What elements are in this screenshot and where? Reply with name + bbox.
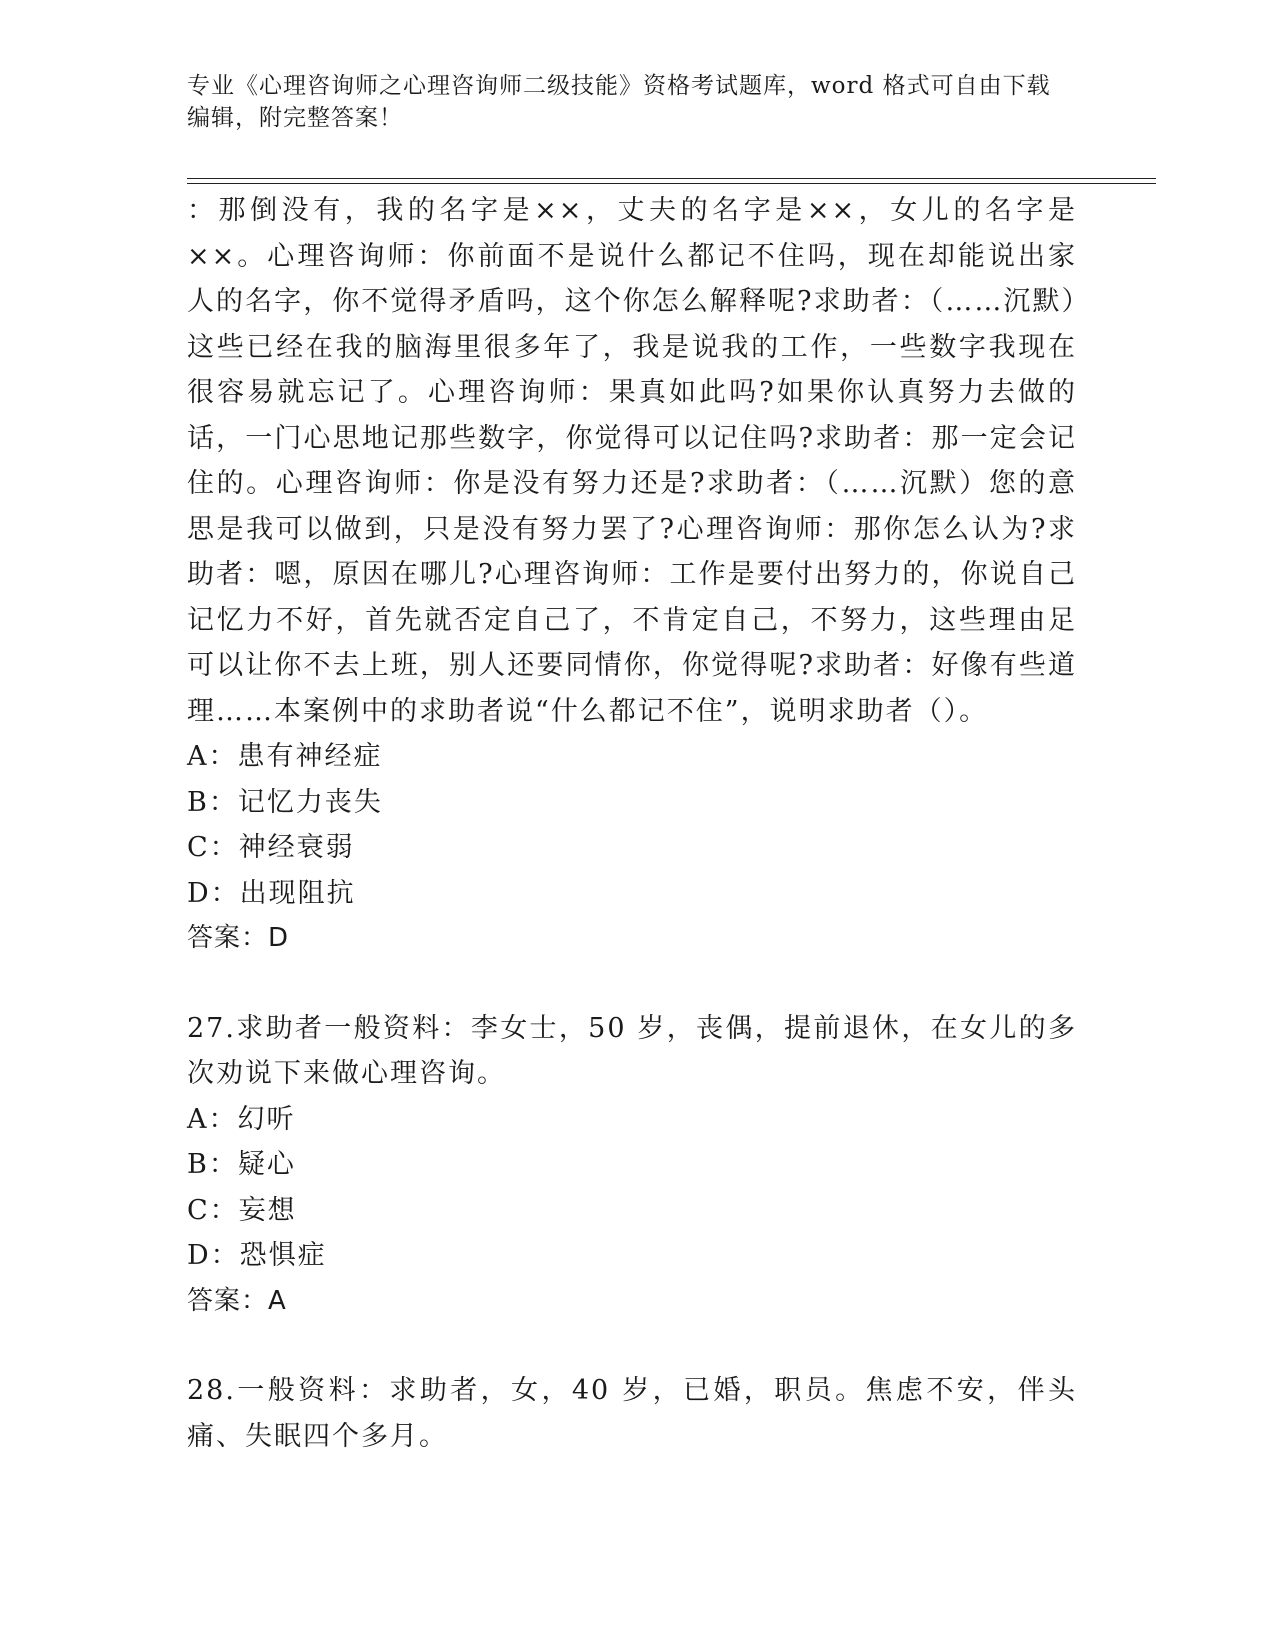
document-body (187, 188, 1077, 1459)
question-27 (187, 1006, 1077, 1325)
question-26-option-c: C：神经衰弱 (187, 832, 355, 863)
question-27-answer: 答案：A (187, 1285, 287, 1316)
question-spacer (187, 962, 1077, 1006)
document-header (187, 70, 1067, 134)
question-26-option-d: D：出现阻抗 (187, 877, 356, 909)
header-divider-thin (187, 183, 1156, 184)
question-spacer (187, 1324, 1077, 1368)
question-27-option-c: C：妄想 (187, 1194, 297, 1226)
question-27-options (187, 1097, 1077, 1279)
question-27-option-a: A：幻听 (187, 1103, 296, 1135)
question-27-option-b: B：疑心 (187, 1149, 296, 1180)
question-28-text: 28.一般资料：求助者，女，40 岁，已婚，职员。焦虑不安，伴头痛、失眠四个多月。 (187, 1375, 1077, 1452)
question-27-option-d: D：恐惧症 (187, 1240, 327, 1271)
question-28 (187, 1368, 1077, 1459)
question-26-answer: 答案：D (187, 923, 290, 953)
header-line-1: 专业《心理咨询师之心理咨询师二级技能》资格考试题库，word 格式可自由下载 (187, 73, 1051, 99)
header-line-2: 编辑，附完整答案！ (187, 105, 403, 131)
question-26 (187, 188, 1077, 962)
question-26-option-b: B：记忆力丧失 (187, 786, 383, 818)
question-26-text: ：那倒没有，我的名字是××，丈夫的名字是××，女儿的名字是××。心理咨询师：你前面不是说什么都记不住吗，现在却能说出家人的名字，你不觉得矛盾吗，这个你怎么解释呢?求助者：（……沉默）这些已经在我的脑海里很多年了，我是说我的工作，一些数字我现在很容易就忘记了。心理咨询师：果真如此吗?如果你认真努力去做的话，一门心思地记那些数字，你觉得可以记住吗?求助者：那一定会记住的。心理咨询师：你是没有努力还是?求助者：（……沉默）您的意思是我可以做到，只是没有努力罢了?心理咨询师：那你怎么认为?求助者：嗯，原因在哪儿?心理咨询师：工作是要付出努力的，你说自己记忆力不好，首先就否定自己了，不肯定自己，不努力，这些理由足可以让你不去上班，别人还要同情你，你觉得呢?求助者：好像有些道理……本案例中的求助者说“什么都记不住”，说明求助者（）。 (187, 195, 1077, 727)
question-27-text: 27.求助者一般资料：李女士，50 岁，丧偶，提前退休，在女儿的多次劝说下来做心理咨询。 (187, 1012, 1077, 1089)
question-26-option-a: A：患有神经症 (187, 741, 383, 772)
header-divider (187, 178, 1156, 179)
question-26-options (187, 734, 1077, 916)
